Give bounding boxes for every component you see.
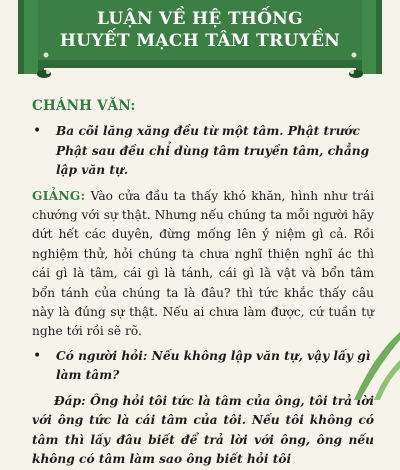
- bamboo-leaf-decoration: [340, 330, 400, 400]
- bullet-dot-icon: •: [33, 347, 42, 364]
- giang-text: Vào cửa đầu ta thấy khó khăn, hình như trái chướng với sự thật. Nhưng nếu chúng ta mỗi người hãy dứt hết các duyên, đừng mống lên ý niệm gì cả. Rồi nghiệm thử, hỏi chúng ta chưa nghĩ thiện nghĩ ác thì cái gì là tâm, cái gì là tánh, cái gì là vật và bổn tâm bổn tánh của chúng ta là đâu? thì tức khắc thấy câu này là đúng sự thật. Nếu ai chưa làm được, cứ tuần tự nghe tới rồi sẽ rõ.: [32, 188, 374, 339]
- bullet-dot-icon: •: [33, 123, 42, 139]
- dap-text: Ông hỏi tôi tức là tâm của ông, tôi trả lời với ông tức là cái tâm của tôi. Nếu tôi không có tâm thì lấy đâu biết để trả lời với ông, ông nếu không có tâm làm sao ông biết hỏi tôi: [32, 393, 374, 467]
- dap-label: Đáp:: [54, 393, 86, 408]
- page-title-line-1: LUẬN VỀ HỆ THỐNG: [97, 9, 303, 29]
- bullet-item-1: [22, 122, 374, 181]
- bullet-item-2: [22, 347, 374, 386]
- bullet-text-2: Có người hỏi: Nếu không lập văn tự, vậy lấy gì làm tâm?: [56, 348, 371, 383]
- giang-label: GIẢNG:: [32, 188, 86, 203]
- page-title-line-2: HUYẾT MẠCH TÂM TRUYỀN: [59, 31, 341, 51]
- section-heading: CHÁNH VĂN:: [32, 98, 136, 114]
- dap-paragraph: [32, 392, 374, 470]
- giang-paragraph: [32, 187, 374, 342]
- bullet-text-1: Ba cõi lăng xăng đều từ một tâm. Phật trước Phật sau đều chỉ dùng tâm truyền tâm, chẳng lập văn tự.: [56, 124, 370, 177]
- title-banner: [0, 0, 400, 86]
- document-body: [22, 98, 374, 470]
